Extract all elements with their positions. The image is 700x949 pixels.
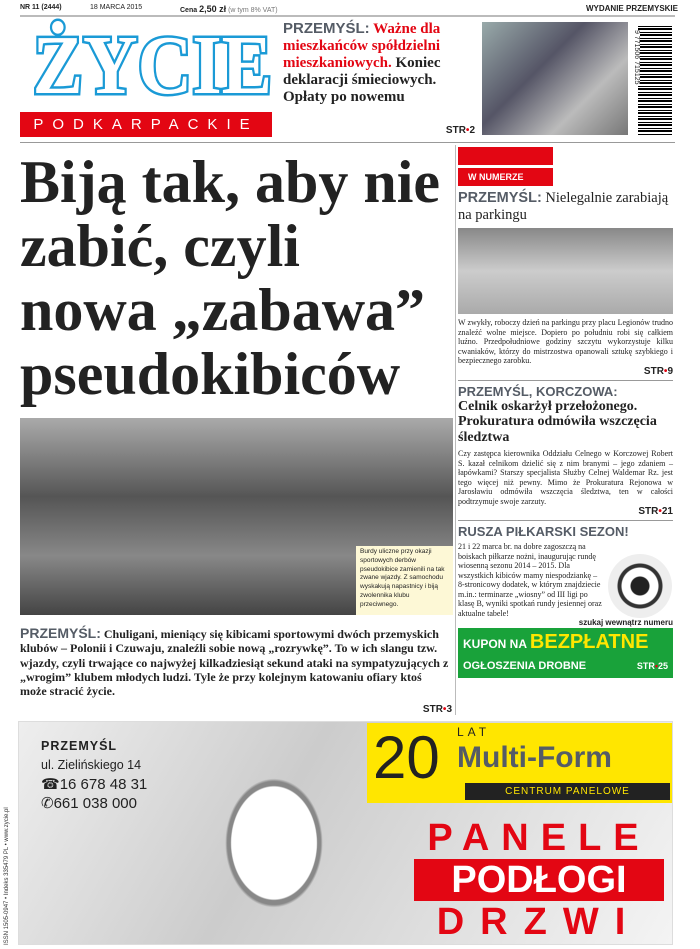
garbage-truck-photo (482, 22, 628, 135)
rule (20, 142, 675, 143)
divider (455, 145, 456, 715)
sidebar-story-2-title[interactable]: Celnik oskarżył przełożonego. Prokuratura odmówiła wszczęcia śledztwa (458, 398, 657, 445)
red-bar (458, 147, 553, 165)
page-ref: STR•21 (638, 506, 673, 517)
in-issue-label: W NUMERZE (458, 168, 553, 186)
couple-image (199, 777, 349, 942)
main-lead: PRZEMYŚL: Chuligani, mieniący się kibicami sportowymi dwóch przemyskich klubów – Polonii i Czuwaju, znaleźli sobie nową „rozrywkę”. To w ich slangu tzw. wjazdy, czyli trwające co najwyżej kilkadziesiąt sekund ataki na sympatyzujących z „wrogim” klubem młodych ludzi. Tyle że przy kolejnym katowaniu ofiary ktoś może stracić życie. (20, 625, 449, 699)
issue-date: 18 MARCA 2015 (90, 4, 143, 11)
page-ref: STR•2 (445, 125, 475, 136)
price (180, 4, 278, 14)
sidebar-story-2-text: Czy zastępca kierownika Oddziału Celnego w Korczowej Robert S. kazał celnikom dzielić się z nim branymi – jego zdaniem – łapówkami? Starszy specjalista Służby Celnej Waldemar Rz. jest tego więcej niż pewny. Mimo że Prokuratura Rejonowa w Jarosławiu odmówiła wszczęcia śledztwa, ten w całości podtrzymuje swoje zarzuty. (458, 449, 673, 506)
ad-address: PRZEMYŚL ul. Zielińskiego 14 ☎16 678 48 31 ✆661 038 000 (41, 739, 148, 812)
sidebar-story-2-kicker: PRZEMYŚL, KORCZOWA: (458, 383, 618, 399)
kicker: PRZEMYŚL: (283, 20, 370, 37)
sidebar (458, 147, 673, 678)
issn-side-text: ISSN 1505-0947 • Indeks 335479 PL • www.zycie.pl (4, 807, 10, 945)
barcode-number: 9 771506 715125 (633, 30, 640, 85)
coupon-banner[interactable]: KUPON NA BEZPŁATNE OGŁOSZENIA DROBNE STR•25 (458, 628, 673, 678)
search-inside-note: szukaj wewnątrz numeru (578, 618, 673, 627)
mobile: ✆661 038 000 (41, 795, 137, 812)
sidebar-story-1-title[interactable]: PRZEMYŚL: Nielegalnie zarabiają na parkingu (458, 190, 669, 223)
top-story-headline[interactable] (283, 20, 478, 106)
issue-number: NR 11 (2444) (20, 4, 62, 11)
photo-caption: Burdy uliczne przy okazji sportowych derbów pseudokibice zamienili na tak zwane wjazdy. Z samochodu wyskakują napastnicy i biją zwolennika klubu przeciwnego. (356, 546, 453, 615)
sidebar-story-3-title[interactable]: RUSZA PIŁKARSKI SEZON! (458, 524, 629, 539)
sidebar-story-3-text: 21 i 22 marca br. na dobre zagoszczą na boiskach piłkarze nożni, inaugurując rundę wiosenną sezonu 2014 – 2015. Dla wszystkich kibiców mamy niespodziankę – 8-stronicowy dodatek, w którym znajdziecie m.in.: terminarze „wiosny” od III ligi po klasę B, wyniki spotkań rundy jesiennej oraz aktualne tabele! (458, 542, 602, 618)
price-value: 2,50 zł (199, 4, 227, 14)
ad-products: PANELE PODŁOGI DRZWI (414, 817, 664, 943)
vat-note: (w tym 8% VAT) (228, 7, 278, 14)
price-label: Cena (180, 7, 198, 14)
phone: ☎16 678 48 31 (41, 776, 148, 793)
barcode (638, 25, 672, 135)
rule (458, 520, 673, 521)
advertisement[interactable] (18, 721, 673, 945)
sidebar-story-3-body (458, 542, 673, 618)
page-ref: STR•9 (643, 365, 673, 377)
logo[interactable]: ŻYCIE (32, 19, 273, 112)
multiform-logo: 20 LAT Multi-Form CENTRUM PANELOWE (367, 723, 672, 803)
headline-red: Ważne dla mieszkańców spółdzielni mieszkaniowych. (283, 21, 441, 71)
edition: WYDANIE PRZEMYSKIE (585, 4, 678, 13)
logo-subtitle: PODKARPACKIE (20, 112, 272, 137)
parking-photo (458, 228, 673, 314)
top-rule (20, 15, 675, 17)
headline-rest: Koniec deklaracji śmieciowych. Opłaty po nowemu (283, 55, 441, 105)
rule (458, 380, 673, 381)
sidebar-story-1-text: W zwykły, roboczy dzień na parkingu przy placu Legionów trudno znaleźć wolne miejsce. Dopiero po południu robi się całkiem luźno. Przedpołudniowe godziny szczytu wykorzystuje kilku cwaniaków, którzy do mistrzostwa opanowali sztukę szybkiego i bezpiecznego zarobku. (458, 318, 673, 365)
soccer-ball-image (608, 554, 672, 618)
page-ref: STR•3 (422, 704, 452, 715)
main-headline[interactable]: Biją tak, aby nie zabić, czyli nowa „zabawa” pseudokibiców (20, 149, 441, 407)
